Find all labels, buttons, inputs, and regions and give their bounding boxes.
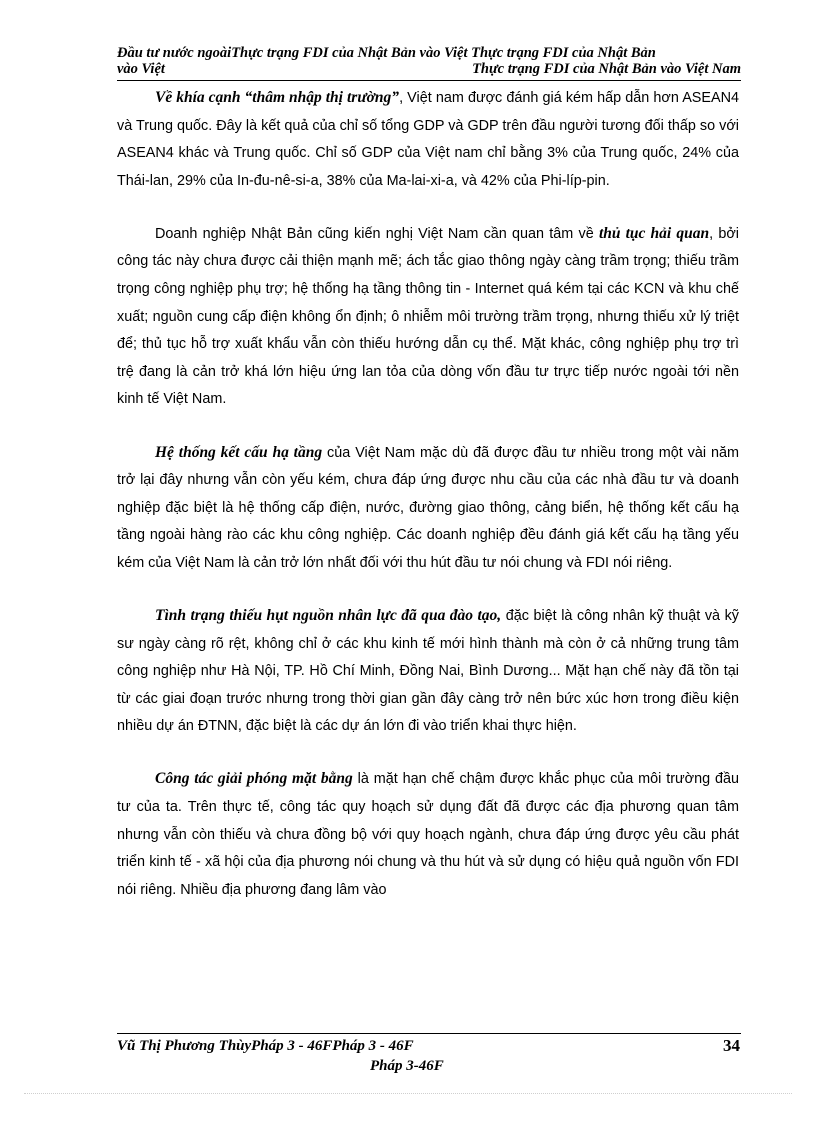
paragraph-market-access: [117, 84, 739, 195]
paragraph-infrastructure: [117, 439, 739, 578]
footer-class: Pháp 3-46F: [370, 1058, 444, 1074]
paragraph-text: là mặt hạn chế chậm được khắc phục của môi trường đầu tư của ta. Trên thực tế, công tác quy hoạch sử dụng đất đã được các địa phương quan tâm nhưng vẫn còn thiếu và chưa đồng bộ với quy hoạch ngành, chưa đáp ứng được yêu cầu phát triển kinh tế - xã hội của địa phương nói chung và thu hút và sử dụng có hiệu quả nguồn vốn FDI nói riêng. Nhiều địa phương đang lâm vào: [117, 771, 739, 898]
document-body: [117, 84, 739, 929]
footer-author: Vũ Thị Phương ThùyPháp 3 - 46FPháp 3 - 46F: [117, 1038, 414, 1054]
header-line-2-left: vào Việt: [117, 61, 165, 77]
emphasis-lead: Về khía cạnh “thâm nhập thị trường”: [155, 89, 400, 106]
header-line-1: Đầu tư nước ngoàiThực trạng FDI của Nhật Bản vào Việt Thực trạng FDI của Nhật Bản: [117, 45, 656, 61]
emphasis-lead: Công tác giải phóng mặt bằng: [155, 770, 353, 788]
paragraph-customs: [117, 220, 739, 414]
paragraph-text: , bởi công tác này chưa được cải thiện mạnh mẽ; ách tắc giao thông ngày càng trầm trọng; thiếu trầm trọng công nghiệp phụ trợ; hệ thống hạ tầng thông tin - Internet quá kém tại các KCN và khu chế xuất; nguồn cung cấp điện không ổn định; ô nhiễm môi trường trầm trọng, nhưng thiếu xử lý triệt để; thủ tục hỗ trợ xuất khẩu vẫn còn thiếu hướng dẫn cụ thể. Mặt khác, công nghiệp phụ trợ trì trệ đang là cản trở khá lớn hiệu ứng lan tỏa của dòng vốn đầu tư trực tiếp nước ngoài tới nền kinh tế Việt Nam.: [117, 225, 739, 408]
header-line-2-right: Thực trạng FDI của Nhật Bản vào Việt Nam: [472, 61, 741, 77]
paragraph-text: , Việt nam được đánh giá kém hấp dẫn hơn ASEAN4 và Trung quốc. Đây là kết quả của chỉ số tổng GDP và GDP trên đầu người tương đối thấp so với ASEAN4 khác và Trung quốc. Chỉ số GDP của Việt nam chỉ bằng 3% của Trung quốc, 24% của Thái-lan, 29% của In-đu-nê-si-a, 38% của Ma-lai-xi-a, và 42% của Phi-líp-pin.: [117, 90, 739, 189]
page-edge-divider: [24, 1093, 792, 1094]
paragraph-human-resources: [117, 602, 739, 741]
emphasis-lead: Tình trạng thiếu hụt nguồn nhân lực đã qua đào tạo,: [155, 607, 502, 624]
emphasis-lead: thủ tục hải quan: [598, 224, 710, 242]
emphasis-lead: Hệ thống kết cấu hạ tầng: [155, 443, 323, 461]
paragraph-text: của Việt Nam mặc dù đã được đầu tư nhiều trong một vài năm trở lại đây nhưng vẫn còn yếu kém, chưa đáp ứng được nhu cầu của các nhà đầu tư và doanh nghiệp đặc biệt là hệ thống cấp điện, nước, đường giao thông, cảng biển, hệ thống kết cấu hạ tầng ngoài hàng rào các khu công nghiệp. Các doanh nghiệp đều đánh giá kết cấu hạ tầng yếu kém của Việt Nam là cản trở lớn nhất đối với thu hút đầu tư nói chung và FDI nói riêng.: [117, 444, 739, 571]
paragraph-text: Doanh nghiệp Nhật Bản cũng kiến nghị Việt Nam cần quan tâm về: [155, 225, 599, 242]
footer-rule: [117, 1033, 741, 1034]
paragraph-land-clearance: [117, 765, 739, 904]
paragraph-text: đặc biệt là công nhân kỹ thuật và kỹ sư ngày càng rõ rệt, không chỉ ở các khu kinh tế mới hình thành mà còn ở cả những trung tâm công nghiệp như Hà Nội, TP. Hồ Chí Minh, Đồng Nai, Bình Dương... Mặt hạn chế này đã tồn tại từ các giai đoạn trước nhưng trong thời gian gần đây càng trở nên bức xúc hơn trong điều kiện nhiều dự án ĐTNN, đặc biệt là các dự án lớn đi vào triển khai thực hiện.: [117, 608, 739, 735]
running-header: [117, 45, 741, 77]
page-number: 34: [723, 1036, 740, 1055]
header-line-2: [117, 61, 741, 77]
header-rule: [117, 80, 741, 81]
